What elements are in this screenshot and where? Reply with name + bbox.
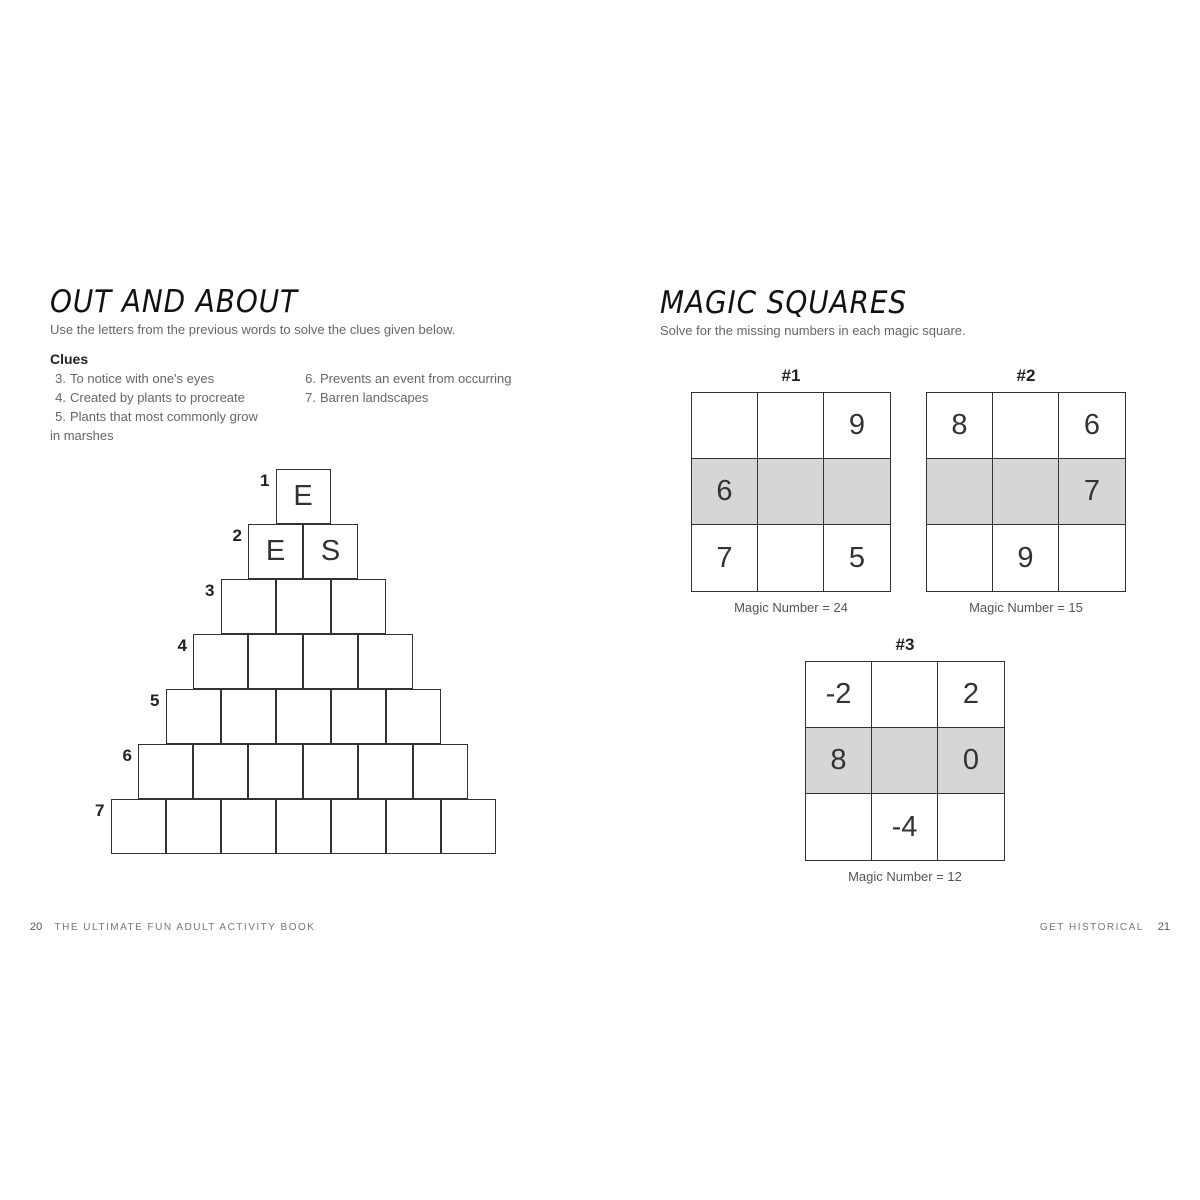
pyramid-cell[interactable] <box>331 799 386 854</box>
right-page-number: 21 <box>1157 921 1170 933</box>
pyramid-cell[interactable]: E <box>248 524 303 579</box>
left-page-number: 20 <box>30 921 43 933</box>
magic-square-cell[interactable]: 9 <box>824 393 890 459</box>
magic-square-cell[interactable]: 7 <box>1059 459 1125 525</box>
magic-square-cell[interactable] <box>872 728 938 794</box>
magic-square-grid <box>691 392 891 592</box>
pyramid-row-number: 2 <box>232 526 242 545</box>
clues-heading: Clues <box>50 351 89 367</box>
clue-3: 3. To notice with one's eyes <box>55 371 215 386</box>
pyramid-cell[interactable] <box>193 634 248 689</box>
magic-square-cell[interactable]: 8 <box>927 393 993 459</box>
pyramid-cell[interactable]: S <box>303 524 358 579</box>
clue-4: 4. Created by plants to procreate <box>55 390 245 405</box>
magic-square-cell[interactable]: 6 <box>1059 393 1125 459</box>
magic-square-cell[interactable] <box>993 393 1059 459</box>
magic-square-cell[interactable] <box>806 794 872 860</box>
pyramid-row-number: 6 <box>122 746 132 765</box>
magic-square-cell[interactable] <box>758 459 824 525</box>
pyramid-cell[interactable] <box>276 579 331 634</box>
pyramid-cell[interactable] <box>441 799 496 854</box>
magic-number-caption: Magic Number = 24 <box>734 600 848 615</box>
pyramid-cell[interactable] <box>138 744 193 799</box>
magic-square-grid <box>926 392 1126 592</box>
pyramid-cell[interactable] <box>386 689 441 744</box>
magic-square-cell[interactable] <box>692 393 758 459</box>
magic-square-cell[interactable]: 6 <box>692 459 758 525</box>
magic-square-cell[interactable]: 9 <box>993 525 1059 591</box>
magic-number-caption: Magic Number = 15 <box>969 600 1083 615</box>
pyramid-cell[interactable] <box>331 579 386 634</box>
pyramid-row-number: 5 <box>150 691 160 710</box>
clue-7: 7. Barren landscapes <box>305 390 429 405</box>
pyramid-cell[interactable] <box>276 689 331 744</box>
pyramid-cell[interactable] <box>111 799 166 854</box>
pyramid-cell[interactable] <box>331 689 386 744</box>
magic-square-label: #1 <box>781 366 801 385</box>
pyramid-cell[interactable] <box>221 579 276 634</box>
magic-square-label: #2 <box>1016 366 1036 385</box>
pyramid-row-number: 1 <box>260 471 270 490</box>
magic-square-grid <box>805 661 1005 861</box>
magic-square-cell[interactable] <box>872 662 938 728</box>
left-footer-text: THE ULTIMATE FUN ADULT ACTIVITY BOOK <box>54 922 316 933</box>
pyramid-cell[interactable] <box>193 744 248 799</box>
pyramid-cell[interactable] <box>221 799 276 854</box>
magic-square-cell[interactable] <box>1059 525 1125 591</box>
pyramid-row-number: 4 <box>177 636 187 655</box>
pyramid-row-number: 7 <box>95 801 105 820</box>
magic-square-label: #3 <box>895 635 915 654</box>
pyramid-cell[interactable] <box>386 799 441 854</box>
magic-square-cell[interactable] <box>938 794 1004 860</box>
pyramid-cell[interactable] <box>166 689 221 744</box>
magic-square-cell[interactable]: 5 <box>848 541 866 574</box>
pyramid-cell[interactable] <box>166 799 221 854</box>
pyramid-cell[interactable] <box>276 799 331 854</box>
pyramid-cell[interactable] <box>303 744 358 799</box>
clues-column-2 <box>300 369 511 407</box>
pyramid-cell[interactable] <box>358 744 413 799</box>
clue-5-continued: in marshes <box>50 428 114 443</box>
clue-5: 5. Plants that most commonly grow <box>55 409 258 424</box>
magic-square-cell[interactable] <box>824 459 890 525</box>
pyramid-cell[interactable] <box>248 744 303 799</box>
pyramid-cell[interactable]: E <box>276 469 331 524</box>
left-page-title: OUT AND ABOUT <box>50 284 298 320</box>
magic-number-caption: Magic Number = 12 <box>848 869 962 884</box>
right-page-title: MAGIC SQUARES <box>660 285 907 321</box>
pyramid-cell[interactable] <box>221 689 276 744</box>
clues-column-1 <box>50 369 258 445</box>
right-page-subtitle: Solve for the missing numbers in each magic square. <box>660 323 966 338</box>
pyramid-row-number: 3 <box>205 581 215 600</box>
magic-square-cell[interactable] <box>758 525 824 591</box>
pyramid-cell[interactable] <box>248 634 303 689</box>
magic-square-cell[interactable] <box>927 525 993 591</box>
magic-square-cell[interactable] <box>758 393 824 459</box>
pyramid-cell[interactable] <box>303 634 358 689</box>
magic-square-cell[interactable]: 8 <box>806 728 872 794</box>
magic-square-cell[interactable] <box>927 459 993 525</box>
clue-6: 6. Prevents an event from occurring <box>305 371 512 386</box>
left-footer <box>30 921 315 933</box>
pyramid-cell[interactable] <box>358 634 413 689</box>
right-footer-text: GET HISTORICAL <box>1039 922 1144 933</box>
magic-square-cell[interactable]: 2 <box>938 662 1004 728</box>
left-page-subtitle: Use the letters from the previous words to solve the clues given below. <box>50 322 456 337</box>
magic-square-cell[interactable] <box>993 459 1059 525</box>
pyramid-cell[interactable] <box>413 744 468 799</box>
magic-square-cell[interactable]: -4 <box>872 794 938 860</box>
magic-square-cell[interactable]: 0 <box>938 728 1004 794</box>
right-footer <box>1040 921 1170 933</box>
magic-square-cell[interactable]: -2 <box>806 662 872 728</box>
magic-square-cell[interactable]: 7 <box>692 525 758 591</box>
